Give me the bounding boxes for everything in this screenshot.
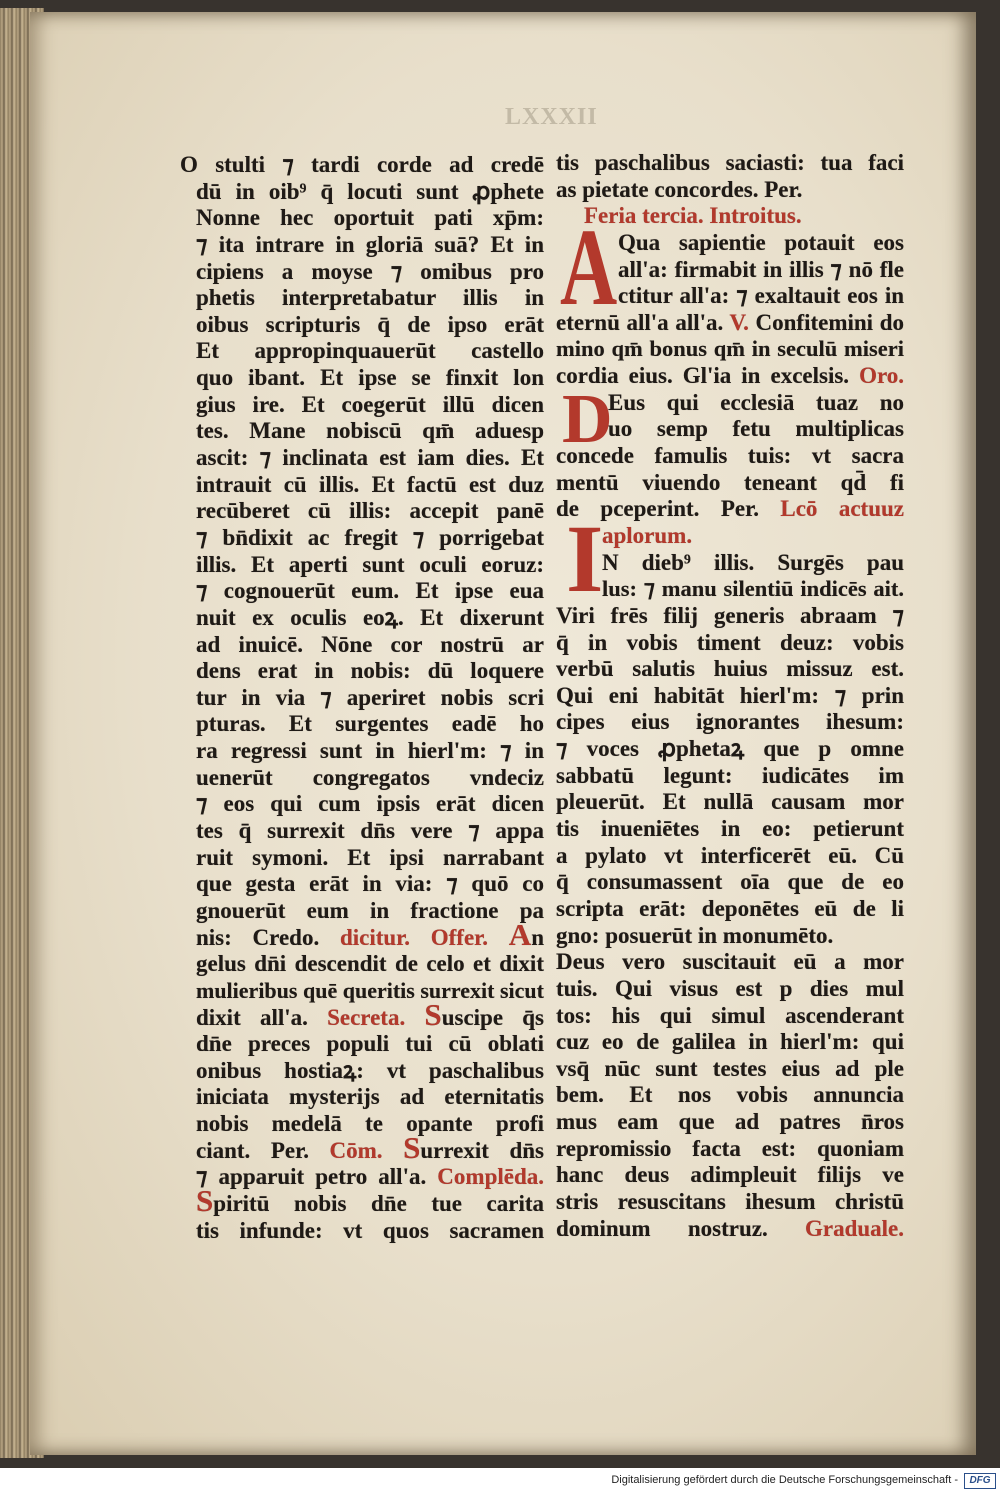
text-line: tur in via ⁊ aperiret nobis scri: [196, 684, 544, 710]
dfg-logo: DFG: [964, 1473, 996, 1489]
text-line: dū in oib⁹ q̄ locuti sunt ꝓphete: [196, 178, 544, 204]
text-segment: dominum nostruz.: [556, 1215, 805, 1241]
text-line: hanc deus adimpleuit filijs ve: [556, 1162, 904, 1188]
text-line: tis inueniētes in eo: petierunt: [556, 816, 904, 842]
text-line: nobis medelā te opante profi: [196, 1111, 544, 1137]
right-column: [556, 150, 904, 1242]
text-line: q̄ consumassent oīa que de eo: [556, 869, 904, 895]
text-line: uenerūt congregatos vndeciz: [196, 764, 544, 790]
text-segment: urrexit dn̄s: [420, 1137, 544, 1163]
rubric-initial: S: [196, 1182, 214, 1218]
text-line: vsq̄ nūc sunt testes eius ad ple: [556, 1055, 904, 1081]
text-line: cipiens a moyse ⁊ omibus pro: [196, 258, 544, 284]
rubric-initial: S: [403, 1129, 421, 1165]
text-line: cuz eo de galilea in hierl'm: qui: [556, 1029, 904, 1055]
text-line: q̄ in vobis timent deuz: vobis: [556, 629, 904, 655]
text-segment: ⁊ apparuit petro all'a.: [196, 1164, 438, 1190]
text-line: intrauit cū illis. Et factū est duz: [196, 471, 544, 497]
text-line: dens erat in nobis: dū loquere: [196, 658, 544, 684]
rubric-text: dicitur. Offer.: [339, 924, 509, 950]
text-line: bem. Et nos vobis annuncia: [556, 1082, 904, 1108]
text-segment: n: [531, 924, 544, 950]
text-line: onibus hostiaꝝ: vt paschalibus: [196, 1057, 544, 1083]
left-column: [180, 152, 544, 1244]
text-line: [556, 1216, 904, 1243]
text-segment: cordia eius. Gl'ia in excelsis.: [556, 363, 860, 389]
text-line: gnouerūt eum in fractione pa: [196, 897, 544, 923]
text-line: [196, 1182, 544, 1218]
text-line: uo semp fetu multiplicas: [608, 416, 904, 442]
text-line: Viri frēs filij generis abraam ⁊: [556, 602, 904, 628]
text-line: lus: ⁊ manu silentiū indicēs ait.: [602, 576, 904, 602]
text-line: ⁊ bn̄dixit ac fregit ⁊ porrigebat: [196, 524, 544, 550]
text-line: ⁊ cognouerūt eum. Et ipse eua: [196, 578, 544, 604]
text-line: [196, 916, 544, 952]
text-line: iniciata mysterijs ad eternitatis: [196, 1084, 544, 1110]
text-line: [196, 996, 544, 1032]
text-line: concede famulis tuis: vt sacra: [556, 443, 904, 469]
text-line: stris resuscitans ihesum christū: [556, 1188, 904, 1214]
rubric-initial: S: [424, 996, 442, 1032]
text-line: ctitur all'a: ⁊ exaltauit eos in: [618, 283, 904, 309]
text-segment: uscipe q̄s: [441, 1004, 544, 1030]
rubric-text: Lcō actuuz: [780, 496, 904, 522]
text-line: scripta erāt: deponētes eū de li: [556, 895, 904, 921]
rubric-text: Cōm.: [329, 1137, 404, 1163]
text-line: pturas. Et surgentes eadē ho: [196, 711, 544, 737]
text-line: ascit: ⁊ inclinata est iam dies. Et: [196, 445, 544, 471]
rubric-text: Secreta.: [327, 1004, 425, 1030]
text-line: sabbatū legunt: iudicātes im: [556, 762, 904, 788]
text-line: all'a: firmabit in illis ⁊ nō fle: [618, 256, 904, 282]
text-line: mus eam que ad patres n̄ros: [556, 1109, 904, 1135]
text-line: tes. Mane nobiscū qm̄ aduesp: [196, 418, 544, 444]
text-line: gelus dn̄i descendit de celo et dixit: [196, 951, 544, 977]
text-line: verbū salutis huius missuz est.: [556, 656, 904, 682]
decorated-initial-i: I: [566, 505, 604, 612]
text-line: Deus vero suscitauit eū a mor: [556, 949, 904, 975]
text-line: [196, 1164, 544, 1191]
rubric-text: Oro.: [859, 363, 904, 389]
text-line: tos: his qui simul ascenderant: [556, 1002, 904, 1028]
rubric-initial: A: [508, 916, 532, 952]
text-line: ⁊ ita intrare in gloriā suā? Et in: [196, 231, 544, 257]
decorated-initial-a: A: [560, 206, 618, 328]
text-line: phetis interpretabatur illis in: [196, 285, 544, 311]
text-line: Nonne hec oportuit pati xp̄m:: [196, 205, 544, 231]
text-line: cipes eius ignorantes ihesum:: [556, 709, 904, 735]
text-line: [196, 1129, 544, 1165]
text-line: dn̄e preces populi tui cū oblati: [196, 1031, 544, 1057]
text-line: que gesta erāt in via: ⁊ quō co: [196, 871, 544, 897]
text-segment: nis: Credo.: [196, 924, 340, 950]
text-line: N dieb⁹ illis. Surgēs pau: [602, 549, 904, 575]
text-line: ruit symoni. Et ipsi narrabant: [196, 844, 544, 870]
text-line: mino qm̄ bonus qm̄ in seculū miseri: [556, 336, 904, 362]
text-line: gius ire. Et coegerūt illū dicen: [196, 391, 544, 417]
text-line: mulieribus quē queritis surrexit sicut: [196, 977, 544, 1003]
rubric-text: Graduale.: [804, 1215, 904, 1241]
text-line: illis. Et aperti sunt oculi eoruz:: [196, 551, 544, 577]
text-segment: Confitemini do: [748, 309, 904, 335]
text-segment: eternū all'a all'a.: [556, 309, 730, 335]
text-line: Qui eni habitāt hierl'm: ⁊ prin: [556, 682, 904, 708]
text-line: quo ibant. Et ipse se finxit lon: [196, 365, 544, 391]
text-line: gno: posuerūt in monumēto.: [556, 922, 834, 948]
rubric-text: Complēda.: [437, 1164, 544, 1190]
rubric-heading: Feria tercia. Introitus.: [584, 203, 802, 229]
text-line: [556, 496, 904, 523]
text-line: tuis. Qui visus est p dies mul: [556, 975, 904, 1001]
text-line: repromissio facta est: quoniam: [556, 1135, 904, 1161]
text-line: ra regressi sunt in hierl'm: ⁊ in: [196, 738, 544, 764]
folio-number: LXXXII: [505, 104, 598, 130]
text-segment: ciant. Per.: [196, 1137, 330, 1163]
text-line: Et appropinquauerūt castello: [196, 338, 544, 364]
text-line: tis paschalibus saciasti: tua faci: [556, 150, 904, 175]
text-segment: dixit all'a.: [196, 1004, 328, 1030]
text-line: oibus scripturis q̄ de ipso erāt: [196, 311, 544, 337]
text-line: Eus qui ecclesiā tuaz no: [608, 389, 904, 415]
text-line: a pylato vt interficerēt eū. Cū: [556, 842, 904, 868]
text-line: tis infunde: vt quos sacramen: [196, 1217, 544, 1243]
text-line: Qua sapientie potauit eos: [618, 229, 904, 255]
footer-bar: [0, 1468, 1000, 1493]
text-line: nuit ex oculis eoꝝ. Et dixerunt: [196, 604, 544, 630]
text-line: ⁊ eos qui cum ipsis erāt dicen: [196, 791, 544, 817]
text-line: ad inuicē. Nōne cor nostrū ar: [196, 631, 544, 657]
text-line: tes q̄ surrexit dn̄s vere ⁊ appa: [196, 818, 544, 844]
text-line: ⁊ voces ꝓphetaꝝ que p omne: [556, 736, 904, 762]
text-line: O stulti ⁊ tardi corde ad credē: [180, 152, 544, 177]
text-segment: de pceperint. Per.: [556, 496, 781, 522]
rubric-text: V.: [729, 309, 749, 335]
rubric-heading: aplorum.: [602, 522, 693, 548]
text-line: as pietate concordes. Per.: [556, 176, 803, 202]
footer-credit: Digitalisierung gefördert durch die Deutsche Forschungsgemeinschaft -: [611, 1474, 958, 1486]
text-line: recūberet cū illis: accepit panē: [196, 498, 544, 524]
text-segment: piritū nobis dn̄e tue carita: [213, 1190, 544, 1216]
decorated-initial-d: D: [562, 381, 613, 458]
text-line: mentū viuendo teneant qd̄ fi: [556, 469, 904, 495]
text-line: pleuerūt. Et nullā causam mor: [556, 789, 904, 815]
